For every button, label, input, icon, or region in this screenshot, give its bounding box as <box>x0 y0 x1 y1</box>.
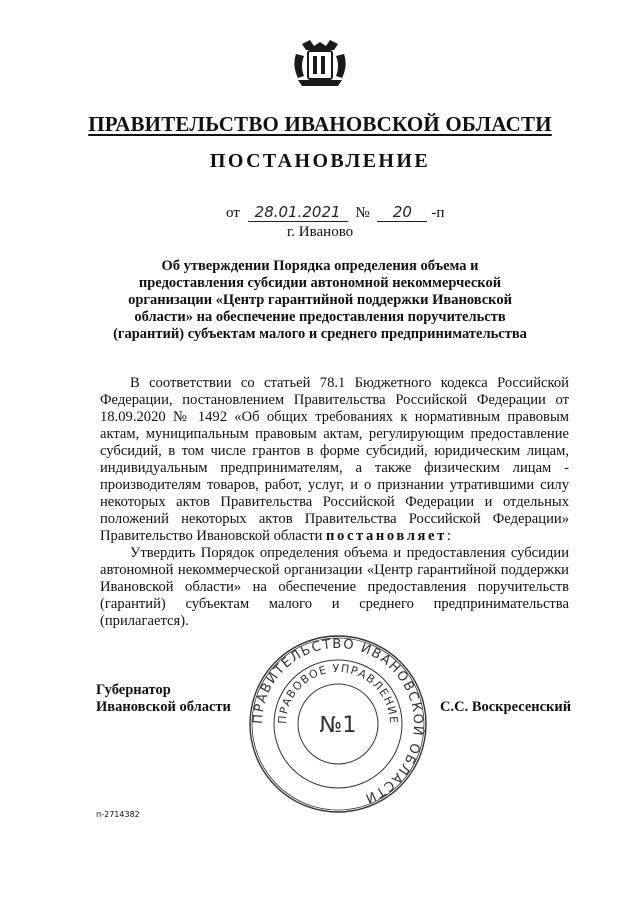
date-prefix: от <box>226 205 240 221</box>
date-number-line <box>226 204 444 222</box>
position-line-2: Ивановской области <box>96 699 231 715</box>
body-paragraph-2: Утвердить Порядок определения объема и предоставления субсидии автономной некоммерческой организации «Центр гарантийной поддержки Ивановской области» на обеспечение предоставления поручительств (гарантий) субъектам малого и среднего предпринимательства (прилагается). <box>100 545 569 629</box>
document-code: п-2714382 <box>96 810 140 819</box>
body-paragraph-1 <box>100 375 569 545</box>
document-subject: Об утверждении Порядка определения объема и предоставления субсидии автономной некоммерческой организации «Центр гарантийной поддержки Ивановской области» на обеспечение предоставления поручительств (гарантий) субъектам малого и среднего предпринимательства <box>113 258 527 342</box>
document-number: 20 <box>377 204 427 222</box>
document-type: ПОСТАНОВЛЕНИЕ <box>209 150 431 172</box>
legal-department-stamp <box>246 632 430 816</box>
coat-of-arms-emblem <box>288 36 352 92</box>
paragraph-1-end: : <box>446 528 451 544</box>
decree-word: постановляет <box>326 528 447 544</box>
document-body <box>100 375 569 630</box>
city: г. Иваново <box>286 224 354 240</box>
stamp-center-number: №1 <box>319 713 357 738</box>
stamp-outer-text: ПРАВИТЕЛЬСТВО ИВАНОВСКОЙ ОБЛАСТИ <box>250 636 426 806</box>
government-title: ПРАВИТЕЛЬСТВО ИВАНОВСКОЙ ОБЛАСТИ <box>88 112 552 136</box>
paragraph-1-text: В соответствии со статьей 78.1 Бюджетного кодекса Российской Федерации, постановлением Правительства Российской Федерации от 18.09.2020 № 1492 «Об общих требованиях к нормативным правовым актам, муниципальным правовым актам, регулирующим предоставление субсидий, в том числе грантов в форме субсидий, юридическим лицам, индивидуальным предпринимателям, а также физическим лицам - производителям товаров, работ, услуг, и о признании утратившими силу некоторых актов Правительства Российской Федерации и отдельных положений некоторых актов Правительства Российской Федерации» Правительство Ивановской области <box>100 375 569 544</box>
number-suffix: -п <box>431 205 445 221</box>
signatory-name: С.С. Воскресенский <box>440 699 572 715</box>
position-line-1: Губернатор <box>96 682 171 698</box>
signatory-position <box>96 682 231 716</box>
number-prefix: № <box>355 205 370 221</box>
stamp-inner-text: ПРАВОВОЕ УПРАВЛЕНИЕ <box>275 661 401 725</box>
document-date: 28.01.2021 <box>248 204 348 222</box>
